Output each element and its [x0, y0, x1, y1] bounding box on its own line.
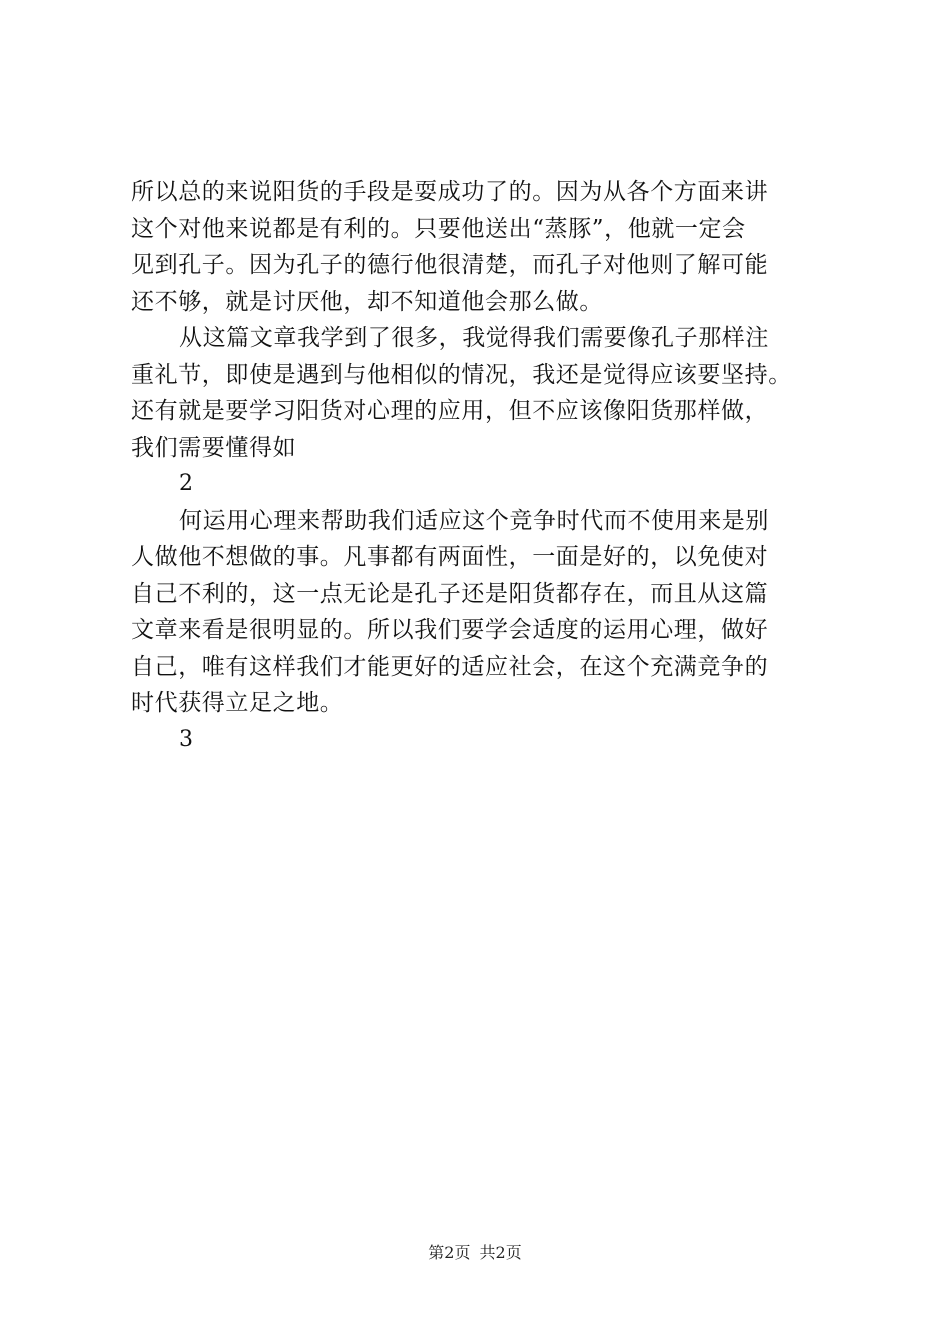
paragraph [131, 320, 831, 466]
text-line: 还有就是要学习阳货对心理的应用，但不应该像阳货那样做， [131, 398, 769, 424]
text-line: 何运用心理来帮助我们适应这个竞争时代而不使用来是别 [179, 507, 769, 534]
document-body [131, 174, 831, 758]
text-line: 所以总的来说阳货的手段是耍成功了的。因为从各个方面来讲 [131, 179, 769, 205]
text-line: 从这篇文章我学到了很多，我觉得我们需要像孔子那样注 [179, 325, 769, 351]
text-line: 文章来看是很明显的。所以我们要学会适度的运用心理，做好 [131, 617, 769, 643]
inline-page-number: 2 [179, 471, 193, 496]
page-footer [0, 1241, 950, 1265]
inline-page-number: 3 [179, 726, 193, 752]
text-line: 自己，唯有这样我们才能更好的适应社会，在这个充满竞争的 [131, 653, 769, 680]
paragraph [131, 503, 831, 722]
paragraph [131, 174, 831, 320]
text-line: 还不够，就是讨厌他，却不知道他会那么做。 [131, 288, 603, 315]
text-line: 重礼节，即使是遇到与他相似的情况，我还是觉得应该要坚持。 [131, 361, 792, 388]
text-line: 人做他不想做的事。凡事都有两面性，一面是好的，以免使对 [131, 544, 769, 570]
text-line: 这个对他来说都是有利的。只要他送出“蒸豚”，他就一定会 [131, 215, 746, 242]
text-line: 时代获得立足之地。 [131, 690, 344, 716]
text-line: 见到孔子。因为孔子的德行他很清楚，而孔子对他则了解可能 [131, 252, 769, 278]
footer-total-label: 共2页 [479, 1243, 522, 1262]
footer-page-label: 第2页 [428, 1243, 471, 1262]
text-line: 我们需要懂得如 [131, 434, 297, 461]
text-line: 自己不利的，这一点无论是孔子还是阳货都存在，而且从这篇 [131, 580, 769, 607]
